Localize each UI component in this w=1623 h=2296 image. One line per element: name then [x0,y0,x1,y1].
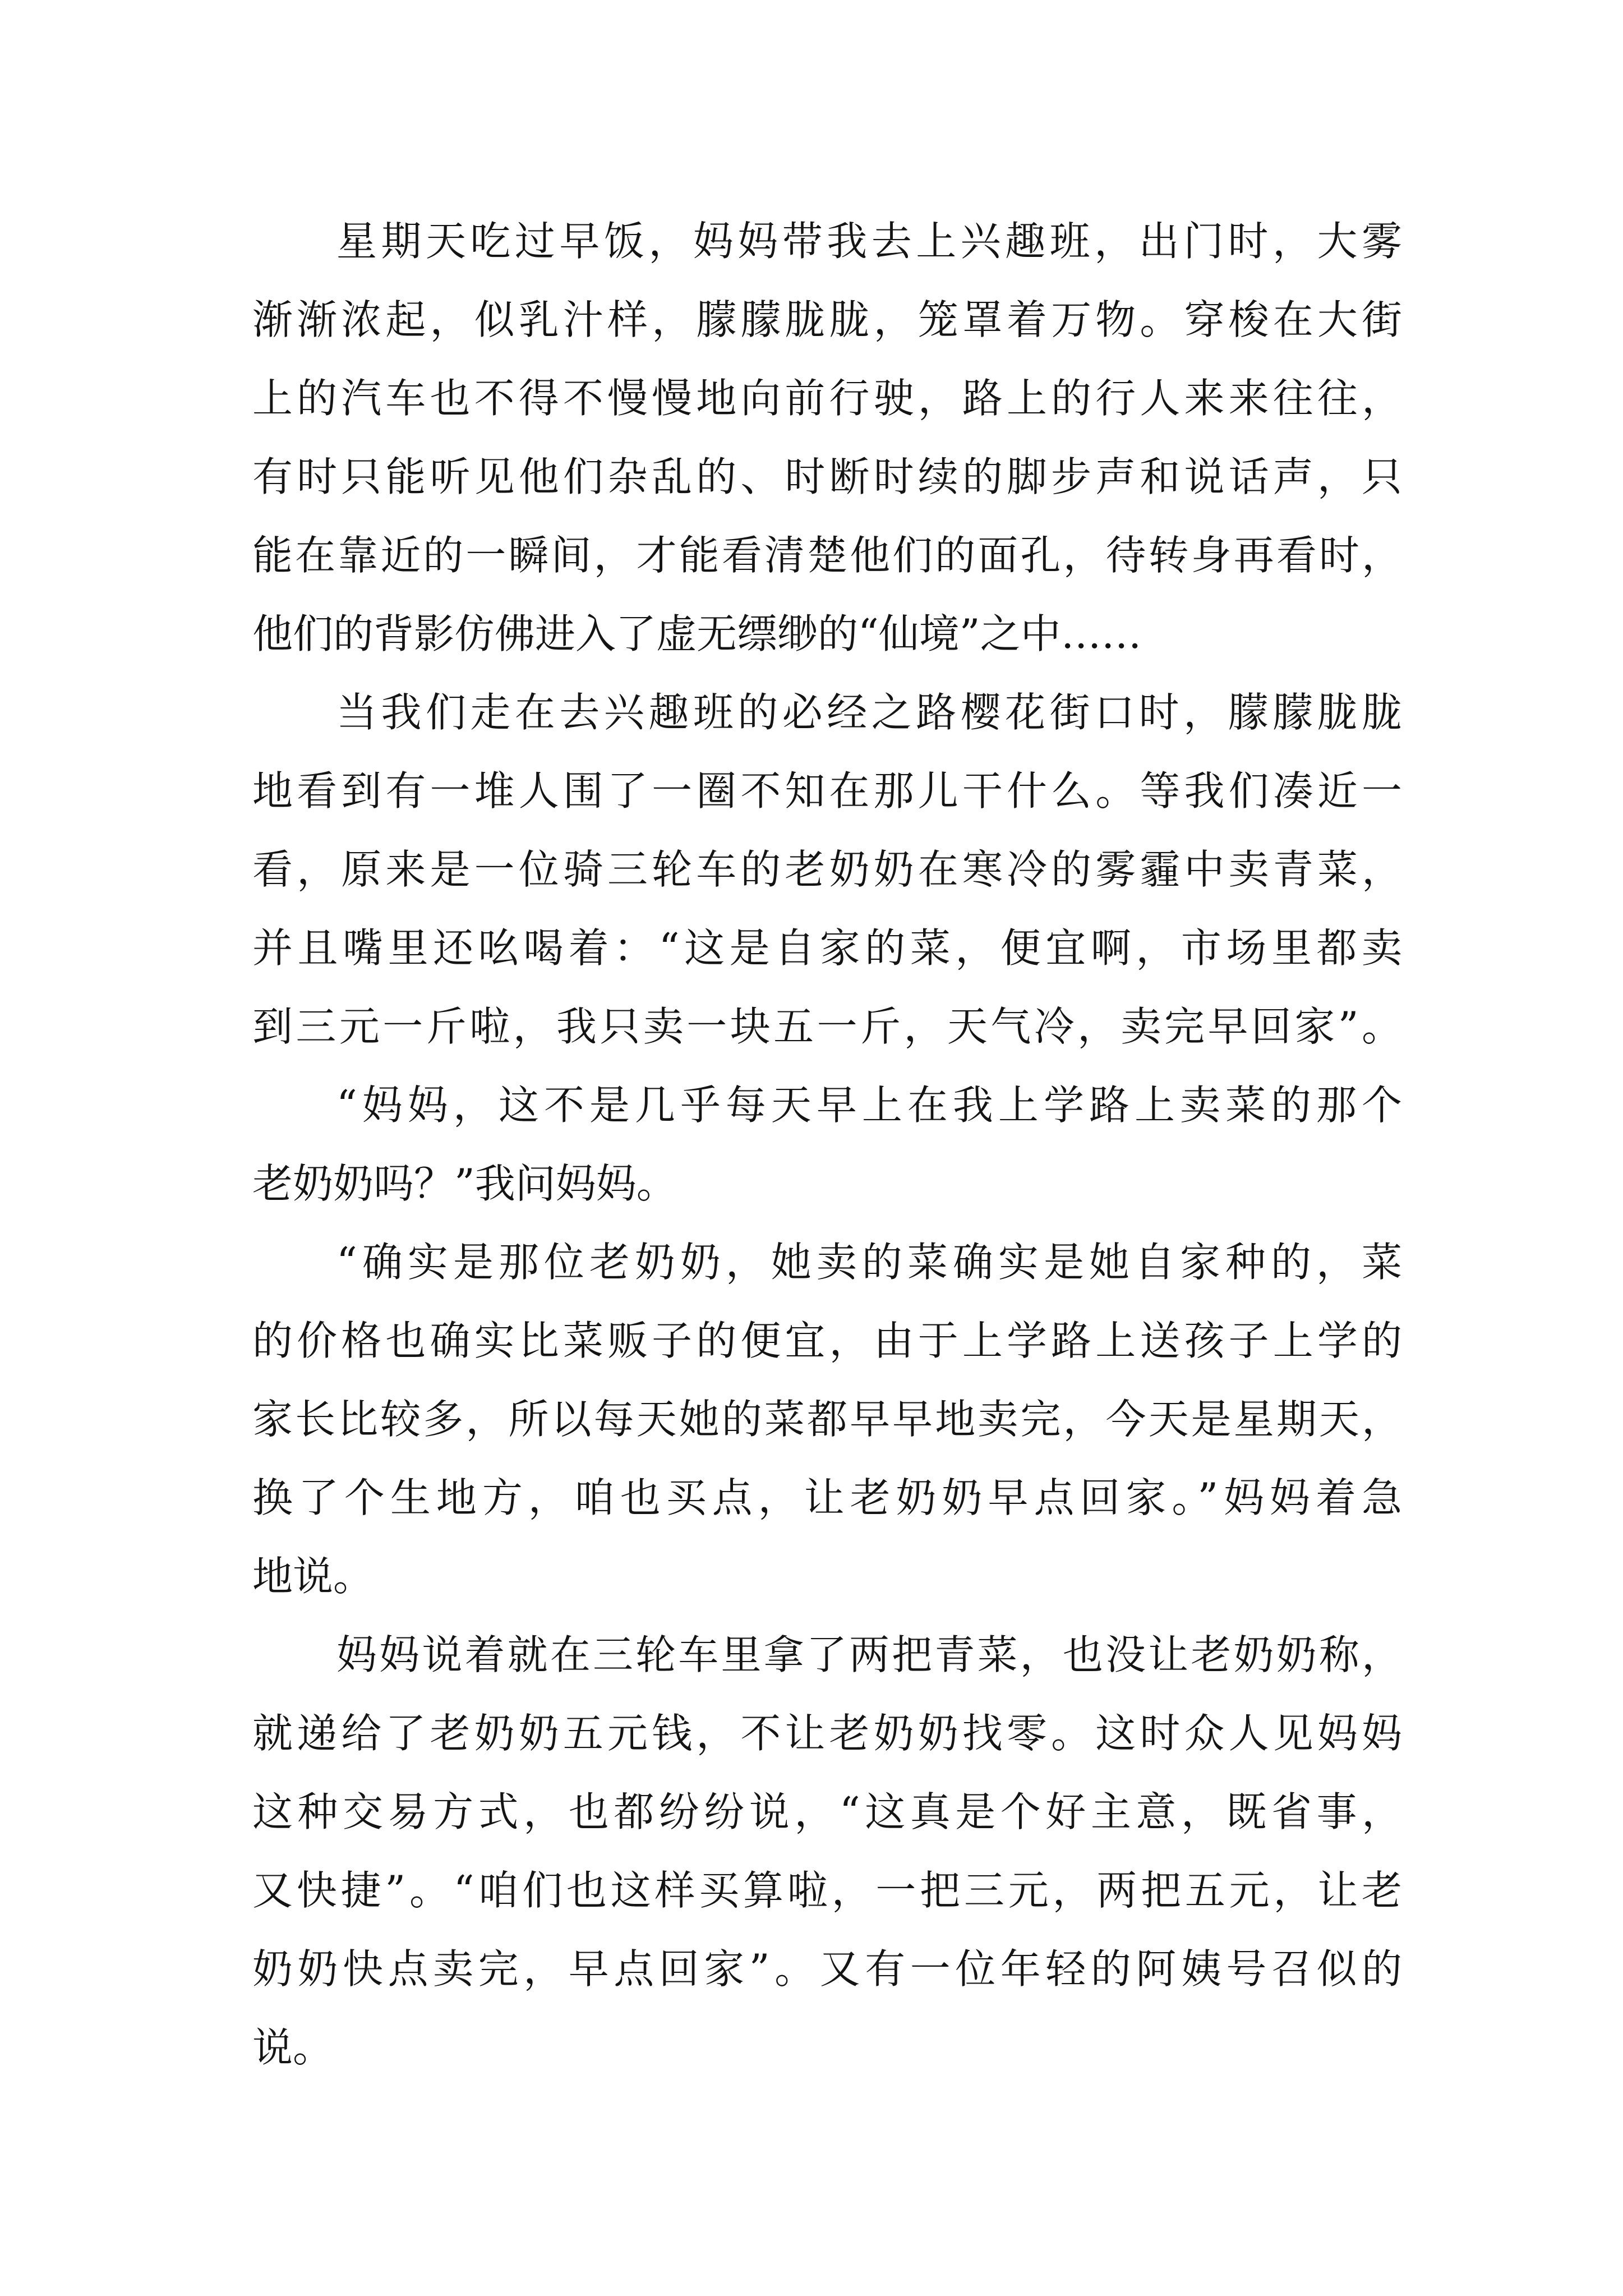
text-line: 地看到有一堆人围了一圈不知在那儿干什么。等我们凑近一 [252,767,1402,815]
text-line: 上的汽车也不得不慢慢地向前行驶，路上的行人来来往往， [252,375,1402,422]
text-line: 到三元一斤啦，我只卖一块五一斤，天气冷，卖完早回家”。 [252,1003,1402,1050]
text-line: 又快捷”。“咱们也这样买算啦，一把三元，两把五元，让老 [252,1867,1402,1914]
text-line: 就递给了老奶奶五元钱，不让老奶奶找零。这时众人见妈妈 [252,1710,1402,1757]
text-line: 这种交易方式，也都纷纷说，“这真是个好主意，既省事， [252,1788,1402,1835]
text-line: 的价格也确实比菜贩子的便宜，由于上学路上送孩子上学的 [252,1317,1402,1364]
text-line: 他们的背影仿佛进入了虚无缥缈的“仙境”之中…… [252,610,1142,657]
text-line: 看，原来是一位骑三轮车的老奶奶在寒冷的雾霾中卖青菜， [252,846,1402,893]
text-line: 能在靠近的一瞬间，才能看清楚他们的面孔，待转身再看时， [252,532,1402,579]
text-line: 当我们走在去兴趣班的必经之路樱花街口时，朦朦胧胧 [336,689,1402,736]
text-line: 老奶奶吗？”我问妈妈。 [252,1160,677,1207]
text-line: 换了个生地方，咱也买点，让老奶奶早点回家。”妈妈着急 [252,1474,1402,1521]
text-line: “确实是那位老奶奶，她卖的菜确实是她自家种的，菜 [336,1239,1402,1286]
text-line: 家长比较多，所以每天她的菜都早早地卖完，今天是星期天， [252,1396,1402,1443]
text-line: 星期天吃过早饭，妈妈带我去上兴趣班，出门时，大雾 [336,218,1402,265]
text-line: 并且嘴里还吆喝着：“这是自家的菜，便宜啊，市场里都卖 [252,924,1402,972]
text-line: 渐渐浓起，似乳汁样，朦朦胧胧，笼罩着万物。穿梭在大街 [252,296,1402,343]
text-line: 地说。 [252,1553,374,1600]
text-line: “妈妈，这不是几乎每天早上在我上学路上卖菜的那个 [336,1082,1402,1129]
text-line: 说。 [252,2024,334,2071]
text-line: 妈妈说着就在三轮车里拿了两把青菜，也没让老奶奶称， [336,1631,1402,1678]
text-line: 有时只能听见他们杂乱的、时断时续的脚步声和说话声，只 [252,453,1402,500]
text-line: 奶奶快点卖完，早点回家”。又有一位年轻的阿姨号召似的 [252,1945,1402,1993]
